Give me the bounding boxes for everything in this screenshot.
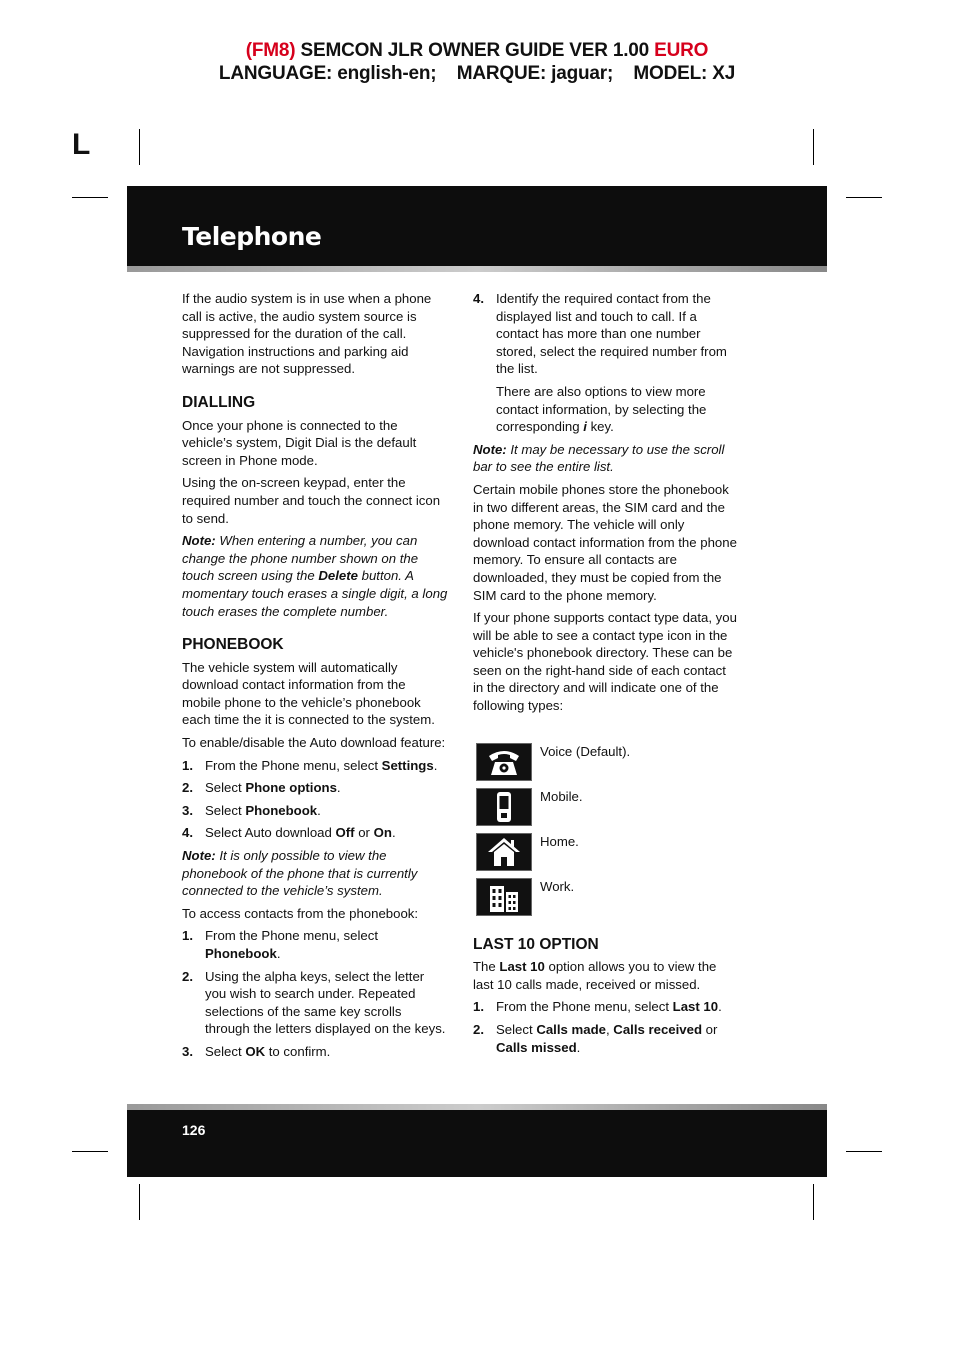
region: EURO [654, 40, 709, 61]
telephone-icon-graphic [486, 745, 522, 779]
list-item [182, 757, 448, 775]
crop-mark [813, 129, 814, 165]
list-item [473, 878, 739, 923]
list-item [182, 968, 448, 1038]
mobile-phone-icon-graphic [486, 790, 522, 824]
list-item [182, 927, 448, 962]
note-label: Note: [182, 533, 216, 549]
phonebook-p3: To access contacts from the phonebook: [182, 905, 419, 921]
step-text: Select [205, 780, 246, 796]
doc-header-line1 [0, 40, 954, 62]
fm-code: (FM8) [245, 40, 296, 61]
crop-mark [846, 1151, 882, 1152]
right-p2: If your phone supports contact type data, you will be able to see a contact type icon in the vehicle's phonebook directory. These can be seen on the right-hand side of each contact in the directory and will indicate one of the following types: [473, 610, 737, 714]
step-term: Calls made [536, 1022, 606, 1038]
step-text: . [336, 780, 341, 796]
step-text: Select Auto download [205, 825, 336, 841]
last10-term: Last 10 [499, 959, 545, 975]
last10-paragraph [473, 958, 739, 993]
step-term: Phone options [245, 780, 337, 796]
home-icon-graphic [486, 835, 522, 869]
step-term: Last 10 [672, 999, 719, 1015]
step-text: to confirm. [265, 1043, 331, 1059]
phonebook-heading: PHONEBOOK [182, 636, 284, 654]
step-text: . [276, 946, 281, 961]
step-text: Select [205, 1043, 246, 1059]
dialling-p2: Using the on-screen keypad, enter the required number and touch the connect icon to send. [182, 475, 441, 526]
intro-paragraph: If the audio system is in use when a phone call is active, the audio system source is suppressed for the duration of the call. Navigation instructions and parking aid warnings are not suppressed. [182, 291, 432, 377]
work-building-icon [476, 878, 532, 916]
dialling-p1: Once your phone is connected to the vehicle’s system, Digit Dial is the default screen in Phone mode. [182, 417, 417, 468]
section-title: Telephone [182, 222, 322, 251]
step-text: There are also options to view more contact information, by selecting the corresponding [496, 383, 707, 435]
crop-mark [139, 1184, 140, 1220]
para-text: The [473, 959, 500, 975]
delete-term: Delete [318, 568, 358, 584]
list-item [473, 998, 739, 1016]
list-item [182, 802, 448, 820]
doc-header-line2: LANGUAGE: english-en; MARQUE: jaguar; MODEL: XJ [218, 63, 736, 84]
step-text: Select [496, 1022, 537, 1038]
scroll-note [473, 441, 739, 476]
step-text: or [702, 1022, 718, 1038]
step-text: . [317, 802, 321, 818]
list-item [182, 779, 448, 797]
right-p1: Certain mobile phones store the phonebook in two different areas, the SIM card and the phone memory. The vehicle will only download contact information from the phone memory. To ensure all contacts are downloaded, they must be copied from the SIM card to the phone memory. [473, 481, 737, 603]
info-key: i [583, 419, 587, 435]
note-text: It may be necessary to use the scroll bar to see the entire list. [473, 441, 725, 475]
step-term: Calls missed [496, 1039, 577, 1055]
step-text: From the Phone menu, select [205, 757, 382, 773]
step-text: Select [205, 802, 246, 818]
crop-mark [72, 1151, 108, 1152]
list-item [182, 1043, 448, 1061]
footer-band [127, 1110, 827, 1177]
step-number: 4. [473, 291, 484, 306]
para-text: option allows you to view the last 10 calls made, received or missed. [473, 959, 717, 992]
step-number: 3. [182, 1043, 193, 1059]
crop-mark [139, 129, 140, 165]
note-label: Note: [182, 848, 216, 864]
crop-mark [813, 1184, 814, 1220]
phonebook-p1: The vehicle system will automatically download contact information from the mobile phone to the vehicle’s phonebook each time the it is connected to the system. [182, 659, 435, 728]
note-label: Note: [473, 441, 507, 457]
list-item [473, 788, 739, 833]
step-text: Identify the required contact from the displayed list and touch to call. If a contact has more than one number stored, select the required number from the list. [496, 291, 727, 377]
step-text: . [391, 825, 396, 841]
step-number: 1. [182, 757, 193, 773]
step-term: Phonebook [205, 946, 277, 961]
contact-type-list [473, 743, 739, 923]
last10-heading: LAST 10 OPTION [473, 935, 599, 953]
list-item [473, 833, 739, 878]
contact-type-label: Work. [540, 878, 575, 894]
right-column [473, 290, 739, 1061]
list-item [473, 1021, 739, 1056]
step4-extra [473, 383, 739, 436]
dialling-heading: DIALLING [182, 393, 256, 411]
step-text: From the Phone menu, select [496, 999, 673, 1015]
step-text: key. [586, 419, 614, 435]
step-number: 2. [473, 1022, 484, 1038]
step-text: . [718, 999, 722, 1015]
contact-type-label: Voice (Default). [540, 743, 631, 759]
left-column [182, 290, 448, 1066]
step-text: Using the alpha keys, select the letter you wish to search under. Repeated selections of the same key scrolls through the letters displayed on the keys. [205, 968, 446, 1037]
step-number: 1. [473, 999, 484, 1015]
step-text: or [354, 825, 374, 841]
step-text: . [576, 1039, 581, 1055]
step-number: 1. [182, 928, 193, 944]
step-text: . [433, 757, 438, 773]
note-text: When entering a number, you can change the phone number shown on the touch screen using the [182, 533, 419, 584]
note-text: It is only possible to view the phonebook of the phone that is currently connected to the vehicle’s system. [182, 848, 418, 899]
list-item [182, 824, 448, 842]
step-text: , [605, 1022, 614, 1038]
home-icon [476, 833, 532, 871]
list-item [473, 290, 739, 378]
work-building-icon-graphic [486, 880, 522, 914]
step-term: Calls received [613, 1022, 703, 1038]
mobile-phone-icon [476, 788, 532, 826]
corner-mark: L [72, 128, 91, 161]
step-term: OK [245, 1043, 266, 1059]
step-term: Phonebook [245, 802, 318, 818]
telephone-icon [476, 743, 532, 781]
step-term: On [373, 825, 392, 841]
contact-type-label: Home. [540, 833, 579, 849]
step-number: 2. [182, 780, 193, 796]
step-number: 2. [182, 968, 193, 984]
guide-text: SEMCON JLR OWNER GUIDE VER 1.00 [295, 40, 655, 61]
contact-type-label: Mobile. [540, 788, 583, 804]
list-item [473, 743, 739, 788]
phonebook-note [182, 847, 448, 900]
page-number: 126 [182, 1122, 206, 1138]
crop-mark [72, 197, 108, 198]
step-text: From the Phone menu, select [205, 928, 378, 944]
dialling-note [182, 532, 448, 620]
step-number: 4. [182, 825, 193, 841]
title-band-rule [127, 266, 827, 272]
note-text: button. A momentary touch erases a single digit, a long touch erases the complete number. [182, 568, 448, 619]
step-term: Off [335, 825, 355, 841]
step-number: 3. [182, 802, 193, 818]
phonebook-p2: To enable/disable the Auto download feature: [182, 735, 446, 751]
step-term: Settings [381, 757, 434, 773]
crop-mark [846, 197, 882, 198]
